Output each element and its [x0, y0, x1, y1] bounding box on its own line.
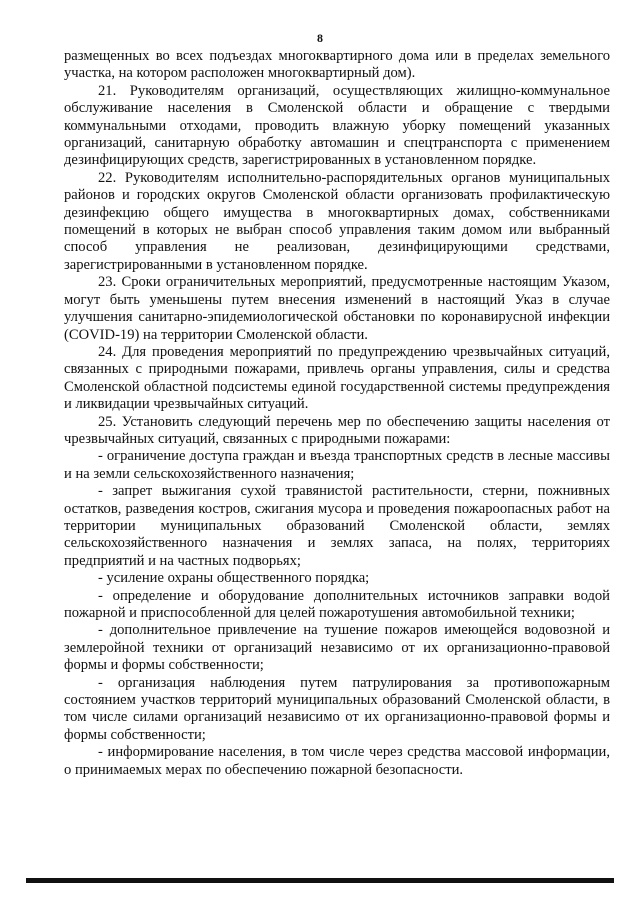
list-item-extra-equipment: - дополнительное привлечение на тушение пожаров имеющейся водовозной и землеройной техники от организаций независимо от их организационно-правовой формы и формы собственности;	[64, 622, 610, 674]
document-body	[64, 48, 610, 779]
list-item-water-sources: - определение и оборудование дополнительных источников заправки водой пожарной и приспособленной для целей пожаротушения автомобильной техники;	[64, 587, 610, 621]
list-item-patrol-monitoring: - организация наблюдения путем патрулирования за противопожарным состоянием участков территорий муниципальных образований Смоленской области, в том числе силами организаций независимо от их организационно-правовой формы и формы собственности;	[64, 674, 610, 743]
paragraph-21: 21. Руководителям организаций, осуществляющих жилищно-коммунальное обслуживание населения в Смоленской области и обращение с твердыми коммунальными отходами, проводить влажную уборку помещений указанных организаций, санитарную обработку автомашин и спецтранспорта с применением дезинфицирующих средств, зарегистрированных в установленном порядке.	[64, 82, 610, 169]
list-item-burning-ban: - запрет выжигания сухой травянистой растительности, стерни, пожнивных остатков, разведения костров, сжигания мусора и проведения пожароопасных работ на территории муниципальных образований Смоленской области, землях сельскохозяйственного назначения и землях запаса, на полях, территориях предприятий и на частных подворьях;	[64, 483, 610, 569]
paragraph-24: 24. Для проведения мероприятий по предупреждению чрезвычайных ситуаций, связанных с природными пожарами, привлечь органы управления, силы и средства Смоленской областной подсистемы единой государственной системы предупреждения и ликвидации чрезвычайных ситуаций.	[64, 343, 610, 413]
list-item-public-information: - информирование населения, в том числе через средства массовой информации, о принимаемых мерах по обеспечению пожарной безопасности.	[64, 744, 610, 778]
page-number: 8	[317, 31, 323, 45]
paragraph-22: 22. Руководителям исполнительно-распорядительных органов муниципальных районов и городских округов Смоленской области организовать профилактическую дезинфекцию общего имущества в многоквартирных домах, собственниками помещений в которых не выбран способ управления таким домом или выбранный способ управления не реализован, дезинфицирующими средствами, зарегистрированными в установленном порядке.	[64, 169, 610, 273]
list-item-access-restriction: - ограничение доступа граждан и въезда транспортных средств в лесные массивы и на земли сельскохозяйственного назначения;	[64, 448, 610, 482]
footer-rule	[26, 878, 614, 883]
paragraph-23: 23. Сроки ограничительных мероприятий, предусмотренные настоящим Указом, могут быть уменьшены путем внесения изменений в настоящий Указ в случае улучшения санитарно-эпидемиологической обстановки по коронавирусной инфекции (COVID-19) на территории Смоленской области.	[64, 274, 610, 343]
paragraph-continuation: размещенных во всех подъездах многоквартирного дома или в пределах земельного участка, на котором расположен многоквартирный дом).	[64, 48, 610, 82]
list-item-public-order: - усиление охраны общественного порядка;	[98, 570, 370, 587]
paragraph-25: 25. Установить следующий перечень мер по обеспечению защиты населения от чрезвычайных ситуаций, связанных с природными пожарами:	[64, 413, 610, 447]
